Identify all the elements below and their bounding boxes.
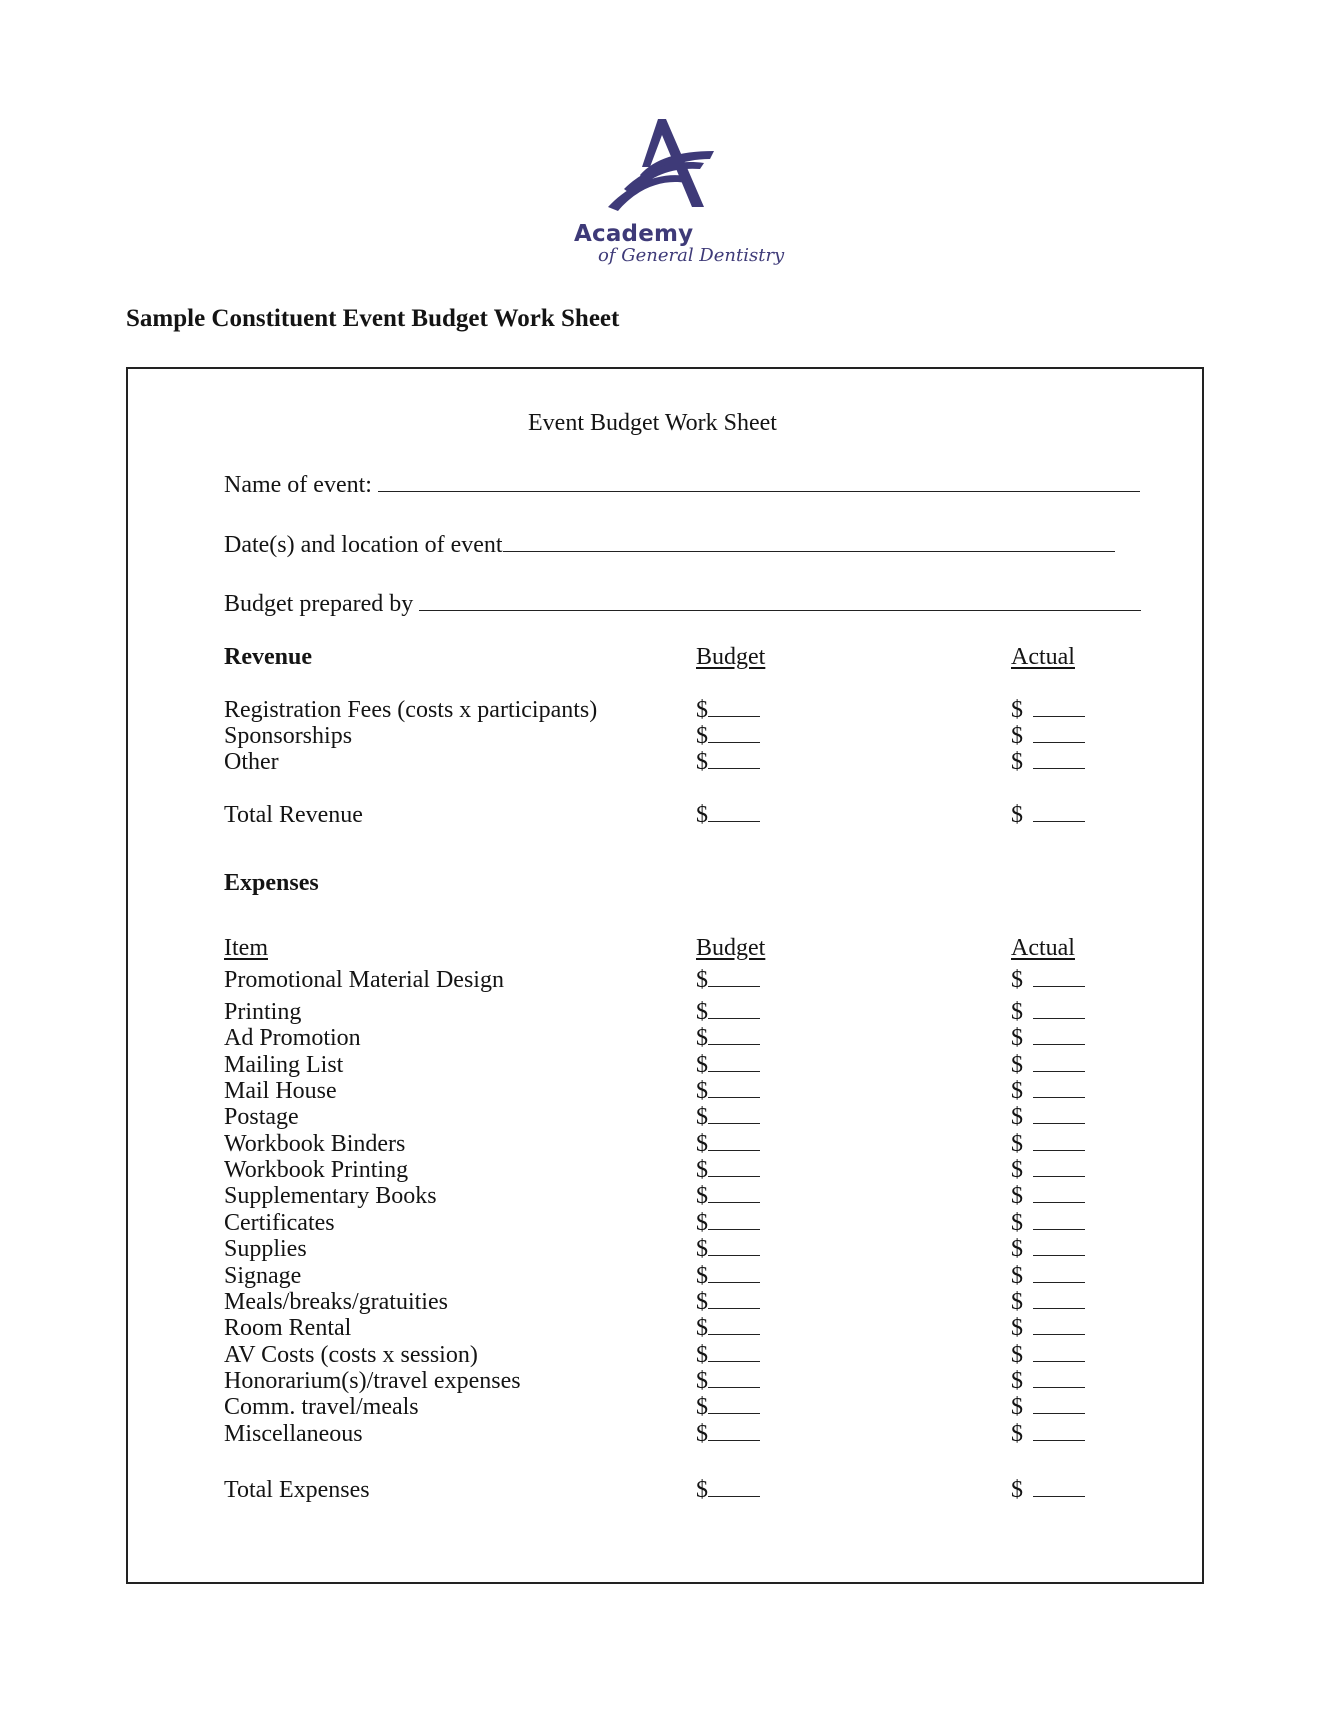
expense-row-label: Postage — [224, 1104, 299, 1130]
expense-row-budget-amount[interactable] — [696, 1077, 760, 1105]
blank-line — [1033, 748, 1085, 769]
currency-symbol: $ — [1011, 1315, 1023, 1341]
expense-row-label: Supplies — [224, 1236, 307, 1262]
blank-line — [1033, 1393, 1085, 1414]
expense-row-actual-amount[interactable] — [1011, 1209, 1085, 1237]
expense-row-actual-amount[interactable] — [1011, 1077, 1085, 1105]
blank-line — [1033, 1314, 1085, 1335]
academy-a-icon — [574, 115, 774, 225]
blank-line — [708, 1051, 760, 1072]
blank-line — [708, 1077, 760, 1098]
blank-line — [708, 696, 760, 717]
blank-line — [1033, 1051, 1085, 1072]
expense-row-actual-amount[interactable] — [1011, 1420, 1085, 1448]
blank-line — [708, 1156, 760, 1177]
revenue-row-label: Registration Fees (costs x participants) — [224, 697, 598, 723]
blank-line — [708, 1341, 760, 1362]
currency-symbol: $ — [696, 1025, 708, 1051]
blank-line — [708, 722, 760, 743]
expense-row-label: Supplementary Books — [224, 1183, 437, 1209]
blank-line — [1033, 1182, 1085, 1203]
expenses-budget-column-header: Budget — [696, 935, 766, 961]
expense-row-budget-amount[interactable] — [696, 1262, 760, 1290]
blank-line — [708, 1103, 760, 1124]
revenue-row-actual-amount[interactable] — [1011, 696, 1085, 724]
expense-row-budget-amount[interactable] — [696, 1051, 760, 1079]
currency-symbol: $ — [696, 1236, 708, 1262]
expense-row-actual-amount[interactable] — [1011, 1341, 1085, 1369]
expense-row-label: Room Rental — [224, 1315, 352, 1341]
currency-symbol: $ — [1011, 1210, 1023, 1236]
currency-symbol: $ — [696, 1157, 708, 1183]
blank-line — [708, 1235, 760, 1256]
blank-line — [1033, 966, 1085, 987]
currency-symbol: $ — [696, 999, 708, 1025]
blank-line — [1033, 1103, 1085, 1124]
expense-row-budget-amount[interactable] — [696, 1367, 760, 1395]
expense-row-budget-amount[interactable] — [696, 1209, 760, 1237]
currency-symbol: $ — [1011, 1236, 1023, 1262]
blank-line — [1033, 1367, 1085, 1388]
blank-line — [708, 1393, 760, 1414]
expense-total-label: Total Expenses — [224, 1477, 370, 1503]
expense-row-label: Printing — [224, 999, 302, 1025]
event-date-location-field[interactable] — [224, 529, 1115, 559]
currency-symbol: $ — [696, 1052, 708, 1078]
currency-symbol: $ — [1011, 1025, 1023, 1051]
expense-row-label: Meals/breaks/gratuities — [224, 1289, 448, 1315]
expenses-item-column-header: Item — [224, 935, 268, 961]
blank-line — [708, 1182, 760, 1203]
blank-line — [1033, 1341, 1085, 1362]
currency-symbol: $ — [696, 697, 708, 723]
blank-line — [1033, 1130, 1085, 1151]
currency-symbol: $ — [1011, 1131, 1023, 1157]
currency-symbol: $ — [696, 749, 708, 775]
blank-line — [1033, 1262, 1085, 1283]
currency-symbol: $ — [696, 1263, 708, 1289]
academy-logo — [574, 115, 785, 275]
expense-row-budget-amount[interactable] — [696, 1341, 760, 1369]
document-title: Sample Constituent Event Budget Work Sheet — [126, 305, 620, 332]
expense-row-budget-amount[interactable] — [696, 1130, 760, 1158]
expense-row-actual-amount[interactable] — [1011, 1288, 1085, 1316]
blank-line — [1033, 1077, 1085, 1098]
expense-row-label: Promotional Material Design — [224, 967, 504, 993]
revenue-row-actual-amount[interactable] — [1011, 748, 1085, 776]
expense-row-label: Certificates — [224, 1210, 335, 1236]
revenue-row-budget-amount[interactable] — [696, 696, 760, 724]
expense-row-label: Miscellaneous — [224, 1421, 363, 1447]
expense-row-budget-amount[interactable] — [696, 1420, 760, 1448]
revenue-actual-column-header: Actual — [1011, 644, 1075, 670]
blank-line — [1033, 1420, 1085, 1441]
currency-symbol: $ — [696, 1477, 708, 1503]
expense-row-label: Ad Promotion — [224, 1025, 361, 1051]
currency-symbol: $ — [1011, 1104, 1023, 1130]
field-label: Name of event: — [224, 472, 378, 498]
expense-row-actual-amount[interactable] — [1011, 1314, 1085, 1342]
expense-row-actual-amount[interactable] — [1011, 998, 1085, 1026]
expense-row-label: Mailing List — [224, 1052, 344, 1078]
expense-row-label: Mail House — [224, 1078, 337, 1104]
expense-row-budget-amount[interactable] — [696, 998, 760, 1026]
currency-symbol: $ — [1011, 999, 1023, 1025]
logo-wordmark: Academy — [574, 221, 694, 247]
expense-row-budget-amount[interactable] — [696, 1393, 760, 1421]
field-label: Date(s) and location of event — [224, 532, 503, 558]
revenue-row-label: Other — [224, 749, 279, 775]
revenue-total-budget-amount[interactable] — [696, 801, 760, 829]
expense-total-actual-amount[interactable] — [1011, 1476, 1085, 1504]
budget-prepared-by-field[interactable] — [224, 588, 1141, 618]
blank-line — [708, 1130, 760, 1151]
worksheet-heading: Event Budget Work Sheet — [528, 410, 777, 436]
expense-row-budget-amount[interactable] — [696, 1235, 760, 1263]
blank-line — [419, 588, 1141, 611]
worksheet-frame — [126, 367, 1204, 1584]
blank-line — [1033, 1288, 1085, 1309]
expense-row-budget-amount[interactable] — [696, 1024, 760, 1052]
revenue-row-budget-amount[interactable] — [696, 748, 760, 776]
logo-subtitle: of General Dentistry — [598, 245, 785, 266]
currency-symbol: $ — [696, 1421, 708, 1447]
blank-line — [708, 966, 760, 987]
currency-symbol: $ — [696, 1104, 708, 1130]
blank-line — [708, 1024, 760, 1045]
revenue-heading: Revenue — [224, 644, 312, 670]
blank-line — [708, 998, 760, 1019]
expense-row-actual-amount[interactable] — [1011, 1103, 1085, 1131]
blank-line — [708, 1367, 760, 1388]
currency-symbol: $ — [696, 1394, 708, 1420]
currency-symbol: $ — [1011, 1183, 1023, 1209]
currency-symbol: $ — [696, 1210, 708, 1236]
currency-symbol: $ — [696, 1315, 708, 1341]
expense-row-actual-amount[interactable] — [1011, 1024, 1085, 1052]
expense-total-budget-amount[interactable] — [696, 1476, 760, 1504]
currency-symbol: $ — [1011, 1052, 1023, 1078]
expense-row-budget-amount[interactable] — [696, 966, 760, 994]
blank-line — [1033, 1209, 1085, 1230]
expense-row-label: AV Costs (costs x session) — [224, 1342, 478, 1368]
currency-symbol: $ — [1011, 1289, 1023, 1315]
expense-row-budget-amount[interactable] — [696, 1103, 760, 1131]
expense-row-actual-amount[interactable] — [1011, 1156, 1085, 1184]
currency-symbol: $ — [1011, 802, 1023, 828]
currency-symbol: $ — [1011, 1157, 1023, 1183]
blank-line — [1033, 998, 1085, 1019]
currency-symbol: $ — [1011, 1078, 1023, 1104]
blank-line — [708, 1476, 760, 1497]
blank-line — [378, 469, 1140, 492]
expense-row-label: Workbook Printing — [224, 1157, 409, 1183]
blank-line — [708, 1314, 760, 1335]
blank-line — [708, 1262, 760, 1283]
blank-line — [1033, 722, 1085, 743]
blank-line — [1033, 696, 1085, 717]
expense-row-label: Workbook Binders — [224, 1131, 406, 1157]
currency-symbol: $ — [1011, 697, 1023, 723]
blank-line — [1033, 1235, 1085, 1256]
currency-symbol: $ — [696, 1368, 708, 1394]
currency-symbol: $ — [696, 1342, 708, 1368]
currency-symbol: $ — [696, 802, 708, 828]
expenses-actual-column-header: Actual — [1011, 935, 1075, 961]
event-name-field[interactable] — [224, 469, 1140, 499]
currency-symbol: $ — [696, 723, 708, 749]
currency-symbol: $ — [1011, 1342, 1023, 1368]
expense-row-budget-amount[interactable] — [696, 1182, 760, 1210]
blank-line — [708, 748, 760, 769]
blank-line — [1033, 1476, 1085, 1497]
currency-symbol: $ — [1011, 1421, 1023, 1447]
expense-row-budget-amount[interactable] — [696, 1156, 760, 1184]
expense-row-actual-amount[interactable] — [1011, 1393, 1085, 1421]
blank-line — [708, 1209, 760, 1230]
revenue-total-actual-amount[interactable] — [1011, 801, 1085, 829]
blank-line — [1033, 1156, 1085, 1177]
blank-line — [503, 529, 1115, 552]
expense-row-actual-amount[interactable] — [1011, 1262, 1085, 1290]
currency-symbol: $ — [696, 1131, 708, 1157]
field-label: Budget prepared by — [224, 591, 420, 617]
currency-symbol: $ — [1011, 723, 1023, 749]
revenue-row-label: Sponsorships — [224, 723, 353, 749]
expense-row-actual-amount[interactable] — [1011, 1182, 1085, 1210]
revenue-row-actual-amount[interactable] — [1011, 722, 1085, 750]
revenue-budget-column-header: Budget — [696, 644, 766, 670]
expenses-heading: Expenses — [224, 870, 319, 896]
currency-symbol: $ — [1011, 749, 1023, 775]
expense-row-actual-amount[interactable] — [1011, 1235, 1085, 1263]
currency-symbol: $ — [1011, 1263, 1023, 1289]
blank-line — [1033, 1024, 1085, 1045]
blank-line — [708, 1288, 760, 1309]
revenue-row-budget-amount[interactable] — [696, 722, 760, 750]
expense-row-label: Comm. travel/meals — [224, 1394, 419, 1420]
currency-symbol: $ — [696, 1289, 708, 1315]
currency-symbol: $ — [1011, 1368, 1023, 1394]
currency-symbol: $ — [696, 1183, 708, 1209]
currency-symbol: $ — [1011, 1477, 1023, 1503]
revenue-total-label: Total Revenue — [224, 802, 363, 828]
currency-symbol: $ — [1011, 967, 1023, 993]
expense-row-actual-amount[interactable] — [1011, 1130, 1085, 1158]
blank-line — [708, 801, 760, 822]
currency-symbol: $ — [696, 1078, 708, 1104]
expense-row-actual-amount[interactable] — [1011, 1051, 1085, 1079]
expense-row-budget-amount[interactable] — [696, 1288, 760, 1316]
blank-line — [708, 1420, 760, 1441]
blank-line — [1033, 801, 1085, 822]
expense-row-actual-amount[interactable] — [1011, 966, 1085, 994]
expense-row-label: Signage — [224, 1263, 302, 1289]
expense-row-label: Honorarium(s)/travel expenses — [224, 1368, 521, 1394]
currency-symbol: $ — [1011, 1394, 1023, 1420]
expense-row-budget-amount[interactable] — [696, 1314, 760, 1342]
expense-row-actual-amount[interactable] — [1011, 1367, 1085, 1395]
currency-symbol: $ — [696, 967, 708, 993]
